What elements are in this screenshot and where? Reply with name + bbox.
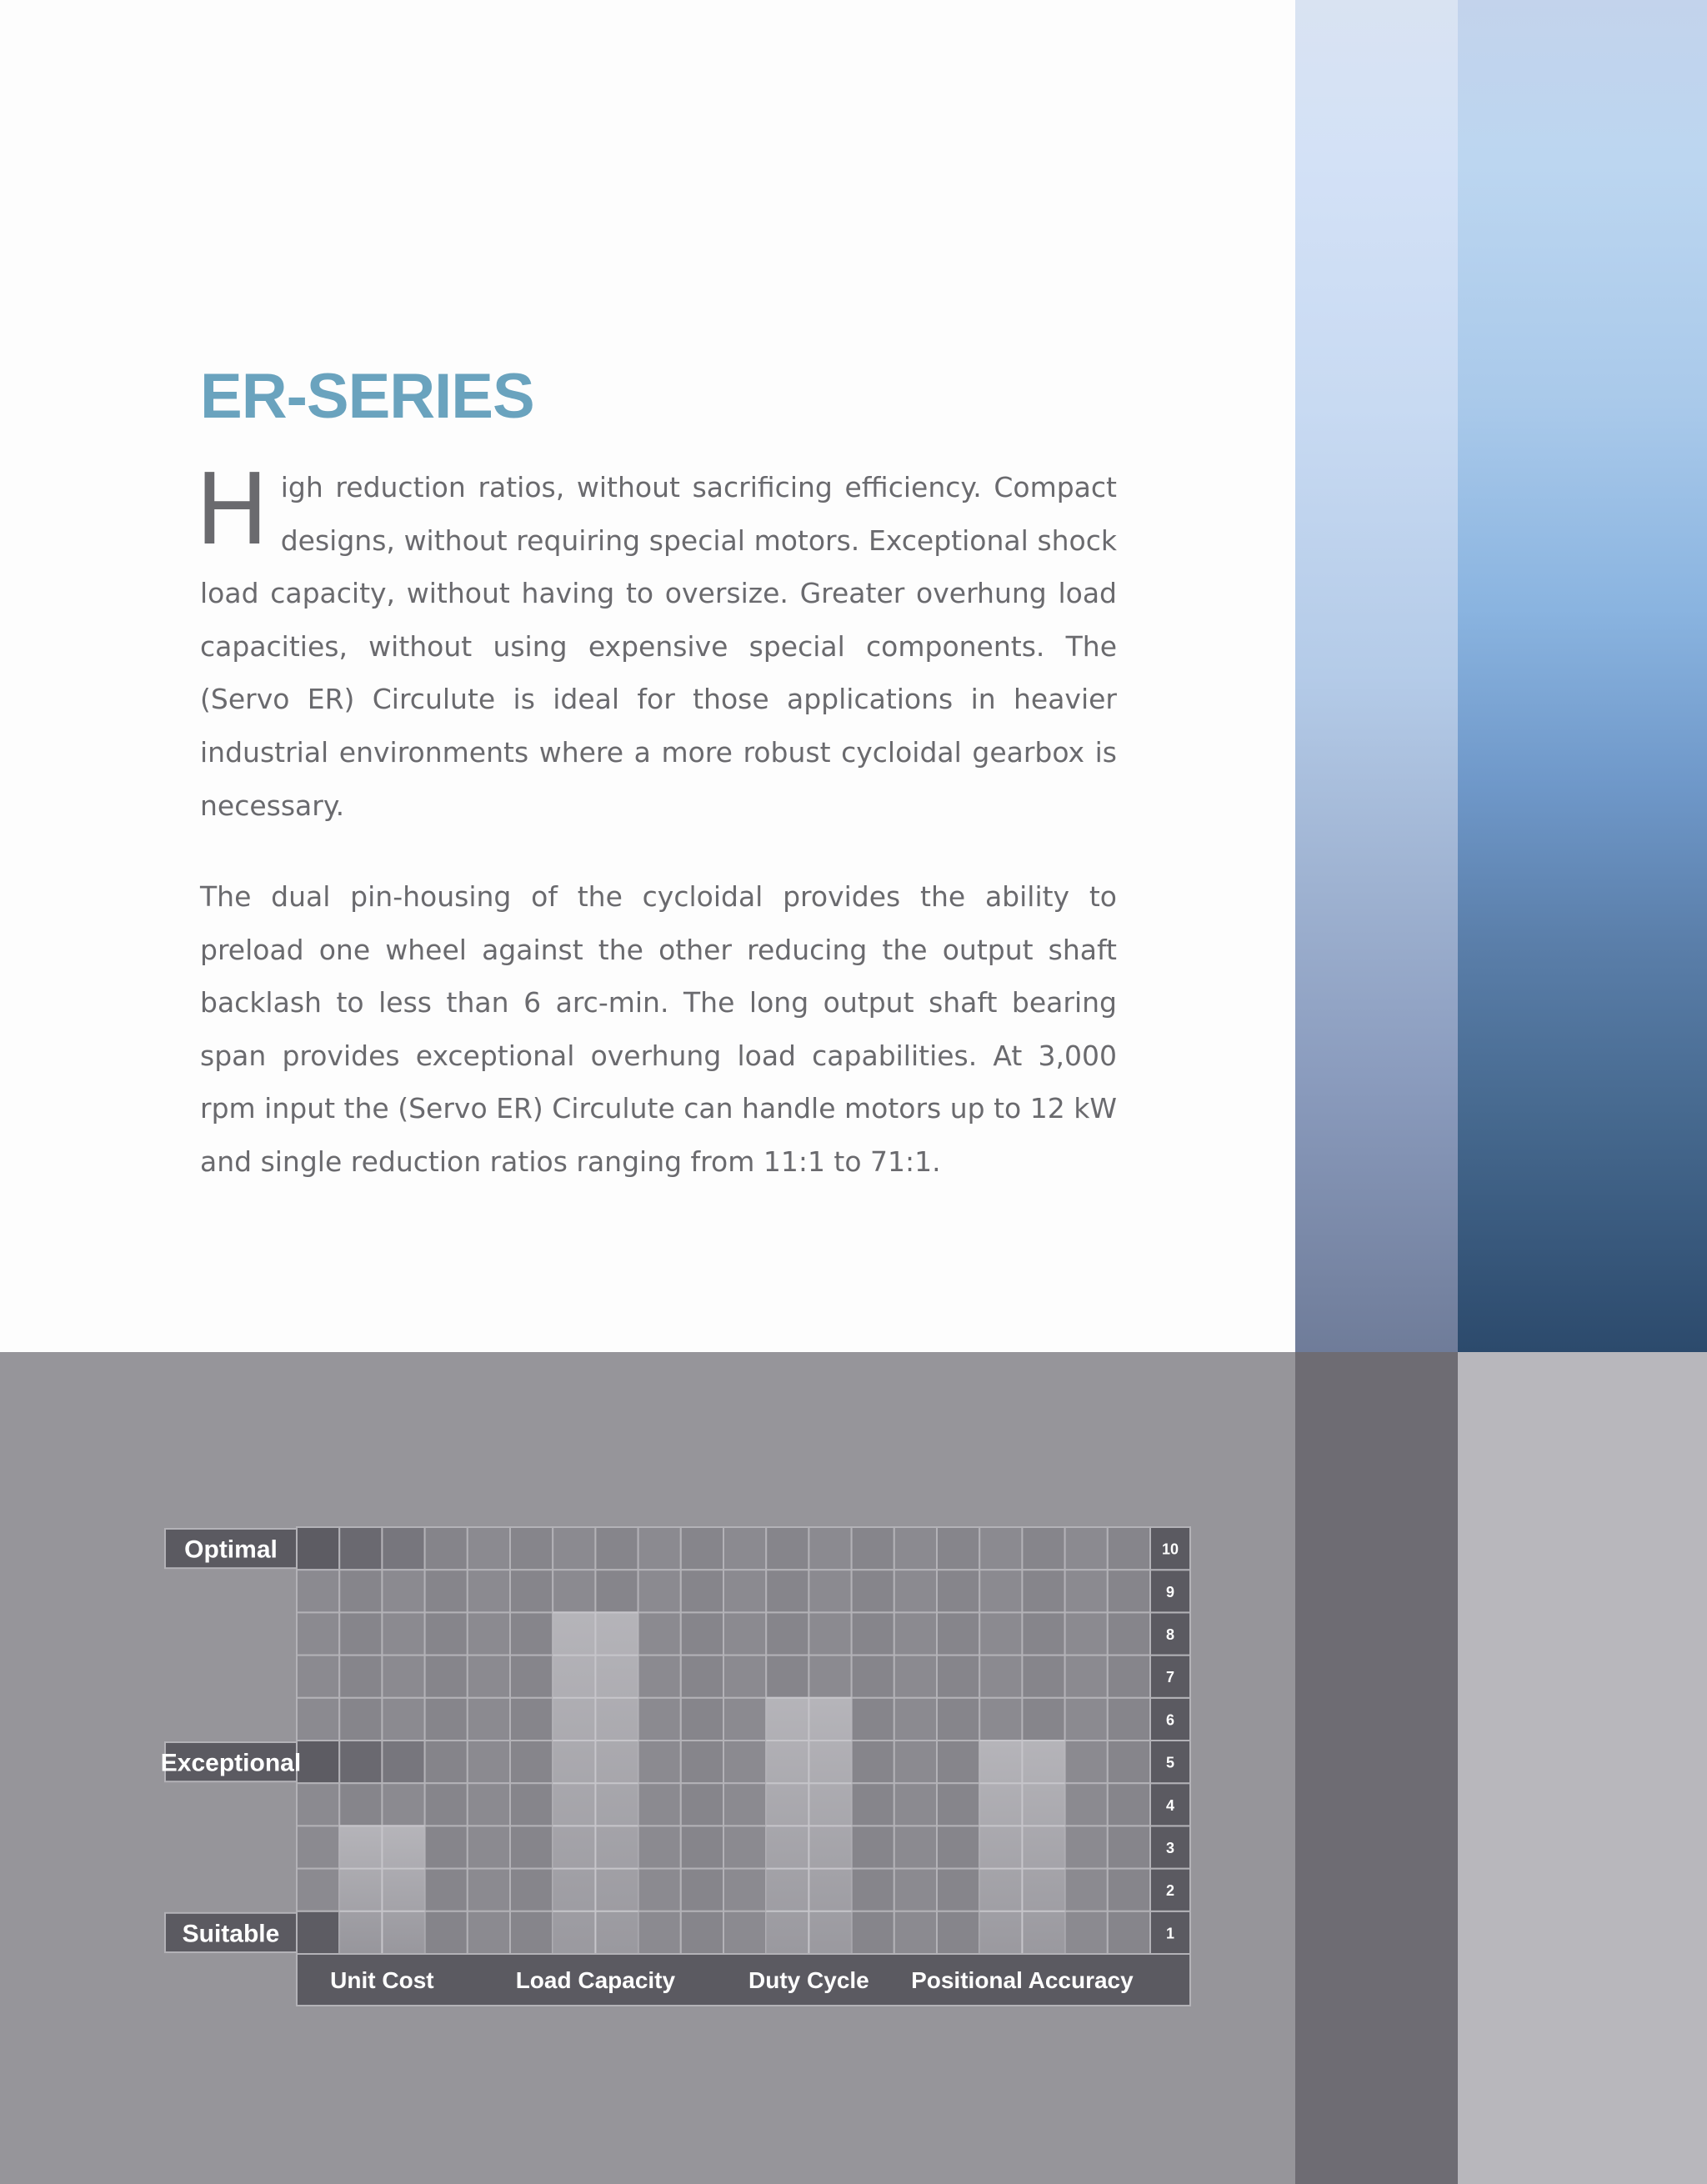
grid-cell: [553, 1570, 595, 1612]
grid-cell: [468, 1656, 510, 1698]
grid-cell: [723, 1911, 766, 1954]
category-label: Positional Accuracy: [911, 1967, 1134, 1993]
grid-cell: [595, 1527, 638, 1570]
grid-cell: [510, 1570, 553, 1612]
grid-cell: [468, 1698, 510, 1741]
grid-cell: [1022, 1612, 1064, 1655]
grid-cell: [339, 1527, 382, 1570]
grid-cell: [723, 1826, 766, 1868]
grid-cell: [1108, 1741, 1150, 1783]
grid-cell: [468, 1911, 510, 1954]
grid-cell: [723, 1698, 766, 1741]
grid-cell: [510, 1869, 553, 1911]
y-tick-label: 10: [1161, 1540, 1179, 1558]
grid-cell: [681, 1698, 723, 1741]
grid-cell: [937, 1741, 979, 1783]
grid-cell: [723, 1783, 766, 1826]
grid-cell: [1022, 1570, 1064, 1612]
grid-cell: [510, 1698, 553, 1741]
category-label: Load Capacity: [515, 1967, 676, 1993]
rating-label: Exceptional: [160, 1749, 302, 1777]
grid-cell: [425, 1570, 468, 1612]
grid-cell: [382, 1527, 424, 1570]
grid-cell: [339, 1698, 382, 1741]
grid-cell: [510, 1741, 553, 1783]
grid-cell: [297, 1741, 339, 1783]
grid-cell: [1108, 1698, 1150, 1741]
grid-cell: [297, 1570, 339, 1612]
grid-cell: [723, 1527, 766, 1570]
grid-cell: [723, 1570, 766, 1612]
grid-cell: [297, 1911, 339, 1954]
grid-cell: [1065, 1656, 1108, 1698]
drop-cap: H: [195, 452, 269, 567]
grid-cell: [1065, 1783, 1108, 1826]
grid-cell: [852, 1570, 894, 1612]
grid-cell: [808, 1656, 851, 1698]
grid-cell: [894, 1826, 937, 1868]
grid-cell: [510, 1656, 553, 1698]
grid-cell: [1022, 1656, 1064, 1698]
grid-cell: [894, 1911, 937, 1954]
grid-cell: [1108, 1527, 1150, 1570]
grid-cell: [382, 1612, 424, 1655]
grid-cell: [852, 1783, 894, 1826]
grid-cell: [468, 1741, 510, 1783]
grid-cell: [382, 1698, 424, 1741]
grid-cell: [766, 1527, 808, 1570]
grid-cell: [1108, 1656, 1150, 1698]
grid-cell: [382, 1783, 424, 1826]
grid-cell: [723, 1612, 766, 1655]
grid-cell: [979, 1527, 1022, 1570]
grid-cell: [1108, 1911, 1150, 1954]
grid-cell: [937, 1656, 979, 1698]
grid-cell: [937, 1826, 979, 1868]
y-tick-label: 7: [1165, 1669, 1175, 1686]
detail-paragraph: The dual pin-housing of the cycloidal provides the ability to preload one wheel against the other reducing the output shaft backlash to less than 6 arc-min. The long output shaft bearing span provides exceptional overhung load capabilities. At 3,000 rpm input the (Servo ER) Circulute can handle motors up to 12 kW and single reduction ratios ranging from 11:1 to 71:1.: [200, 880, 1117, 1178]
grid-cell: [766, 1570, 808, 1612]
grid-cell: [638, 1612, 681, 1655]
grid-cell: [852, 1869, 894, 1911]
grid-cell: [1065, 1741, 1108, 1783]
grid-cell: [382, 1741, 424, 1783]
y-tick-label: 1: [1165, 1925, 1175, 1942]
grid-cell: [681, 1741, 723, 1783]
grid-cell: [1108, 1826, 1150, 1868]
grid-cell: [1065, 1698, 1108, 1741]
grid-cell: [979, 1656, 1022, 1698]
grid-cell: [638, 1869, 681, 1911]
category-label: Duty Cycle: [748, 1967, 869, 1993]
grid-cell: [937, 1570, 979, 1612]
category-label: Unit Cost: [330, 1967, 434, 1993]
grid-cell: [937, 1527, 979, 1570]
grid-cell: [638, 1911, 681, 1954]
grid-cell: [1065, 1527, 1108, 1570]
grid-cell: [1108, 1869, 1150, 1911]
grid-cell: [638, 1698, 681, 1741]
page-title: ER-SERIES: [200, 361, 534, 432]
grid-cell: [852, 1911, 894, 1954]
grid-cell: [723, 1656, 766, 1698]
grid-cell: [339, 1741, 382, 1783]
y-tick-label: 9: [1165, 1583, 1175, 1600]
grid-cell: [894, 1527, 937, 1570]
y-tick-label: 8: [1165, 1626, 1175, 1643]
intro-paragraph-text: igh reduction ratios, without sacrificing efficiency. Compact designs, without requiring special motors. Exceptional shock load capacity, without having to oversize. Greater overhung load capacities, without using expensive special components. The (Servo ER) Circulute is ideal for those applications in heavier industrial environments where a more robust cycloidal gearbox is necessary.: [200, 471, 1117, 822]
grid-cell: [297, 1527, 339, 1570]
y-tick-label: 3: [1165, 1840, 1175, 1856]
grid-cell: [638, 1570, 681, 1612]
grid-cell: [894, 1741, 937, 1783]
grid-cell: [979, 1698, 1022, 1741]
grid-cell: [766, 1612, 808, 1655]
grid-cell: [510, 1783, 553, 1826]
grid-cell: [425, 1656, 468, 1698]
y-tick-label: 2: [1165, 1882, 1175, 1900]
grid-cell: [808, 1612, 851, 1655]
grid-cell: [510, 1527, 553, 1570]
grid-cell: [382, 1656, 424, 1698]
grid-cell: [638, 1656, 681, 1698]
grid-cell: [1022, 1527, 1064, 1570]
grid-cell: [382, 1570, 424, 1612]
grid-cell: [510, 1826, 553, 1868]
grid-cell: [425, 1869, 468, 1911]
grid-cell: [766, 1656, 808, 1698]
grid-cell: [681, 1656, 723, 1698]
y-tick-label: 4: [1165, 1796, 1175, 1814]
grid-cell: [468, 1826, 510, 1868]
grid-cell: [468, 1570, 510, 1612]
grid-cell: [297, 1656, 339, 1698]
grid-cell: [468, 1783, 510, 1826]
grid-cell: [894, 1698, 937, 1741]
grid-cell: [852, 1612, 894, 1655]
grid-cell: [1108, 1783, 1150, 1826]
grid-cell: [510, 1612, 553, 1655]
grid-cell: [723, 1869, 766, 1911]
grid-cell: [852, 1741, 894, 1783]
grid-cell: [894, 1570, 937, 1612]
grid-cell: [425, 1911, 468, 1954]
grid-cell: [894, 1869, 937, 1911]
grid-cell: [339, 1783, 382, 1826]
grid-cell: [425, 1612, 468, 1655]
grid-cell: [638, 1826, 681, 1868]
grid-cell: [297, 1612, 339, 1655]
grid-cell: [339, 1612, 382, 1655]
grid-cell: [723, 1741, 766, 1783]
grid-cell: [894, 1612, 937, 1655]
grid-cell: [852, 1656, 894, 1698]
grid-cell: [1108, 1570, 1150, 1612]
grid-cell: [425, 1741, 468, 1783]
grid-cell: [1108, 1612, 1150, 1655]
grid-cell: [1022, 1698, 1064, 1741]
grid-cell: [553, 1527, 595, 1570]
grid-cell: [681, 1612, 723, 1655]
grid-cell: [937, 1698, 979, 1741]
grid-cell: [468, 1527, 510, 1570]
grid-cell: [1065, 1869, 1108, 1911]
grid-cell: [638, 1783, 681, 1826]
grid-cell: [468, 1869, 510, 1911]
grid-cell: [937, 1612, 979, 1655]
grid-cell: [425, 1527, 468, 1570]
grid-cell: [297, 1826, 339, 1868]
grid-cell: [425, 1698, 468, 1741]
grid-cell: [852, 1527, 894, 1570]
grid-cell: [852, 1826, 894, 1868]
grid-cell: [339, 1570, 382, 1612]
rating-label: Suitable: [182, 1920, 280, 1948]
grid-cell: [638, 1527, 681, 1570]
grid-cell: [937, 1869, 979, 1911]
y-tick-label: 5: [1165, 1754, 1175, 1771]
grid-cell: [638, 1741, 681, 1783]
grid-cell: [510, 1911, 553, 1954]
grid-cell: [297, 1783, 339, 1826]
grid-cell: [852, 1698, 894, 1741]
grid-cell: [937, 1783, 979, 1826]
grid-cell: [681, 1570, 723, 1612]
grid-cell: [425, 1783, 468, 1826]
grid-cell: [681, 1783, 723, 1826]
grid-cell: [681, 1527, 723, 1570]
grid-cell: [425, 1826, 468, 1868]
grid-cell: [1065, 1826, 1108, 1868]
grid-cell: [681, 1869, 723, 1911]
grid-cell: [937, 1911, 979, 1954]
grid-cell: [595, 1570, 638, 1612]
grid-cell: [681, 1911, 723, 1954]
rating-label: Optimal: [184, 1535, 278, 1564]
grid-cell: [808, 1570, 851, 1612]
grid-cell: [808, 1527, 851, 1570]
grid-cell: [1065, 1570, 1108, 1612]
grid-cell: [468, 1612, 510, 1655]
grid-cell: [297, 1869, 339, 1911]
grid-cell: [681, 1826, 723, 1868]
grid-cell: [894, 1656, 937, 1698]
grid-cell: [1065, 1612, 1108, 1655]
grid-cell: [339, 1656, 382, 1698]
y-tick-label: 6: [1165, 1711, 1175, 1729]
grid-cell: [1065, 1911, 1108, 1954]
grid-cell: [297, 1698, 339, 1741]
grid-cell: [894, 1783, 937, 1826]
grid-cell: [979, 1570, 1022, 1612]
grid-cell: [979, 1612, 1022, 1655]
